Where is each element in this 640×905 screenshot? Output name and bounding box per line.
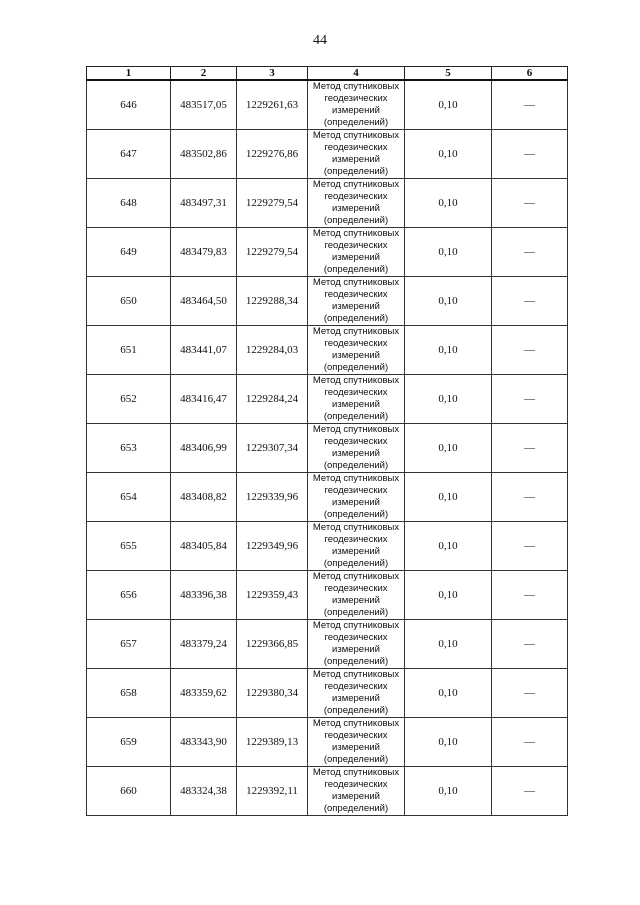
method-text-line: (определений) — [323, 116, 389, 128]
point-cell: 649 — [87, 228, 171, 277]
method-text-line: геодезических — [324, 289, 388, 301]
y-coordinate-cell: 1229380,34 — [237, 669, 308, 718]
method-cell — [308, 522, 405, 571]
method-cell — [308, 130, 405, 179]
method-text-line: измерений — [332, 595, 380, 606]
y-coordinate-cell: 1229366,85 — [237, 620, 308, 669]
method-cell — [308, 277, 405, 326]
table-row — [87, 80, 568, 130]
x-coordinate-cell: 483408,82 — [171, 473, 237, 522]
method-text-line: (определений) — [323, 606, 389, 618]
method-text-line: измерений — [332, 301, 380, 312]
column-header-1: 1 — [87, 67, 171, 81]
method-text-line: измерений — [332, 742, 380, 753]
method-text-line: геодезических — [324, 142, 388, 154]
accuracy-cell: 0,10 — [405, 424, 492, 473]
method-text-line: Метод спутниковых — [312, 277, 400, 289]
accuracy-cell: 0,10 — [405, 228, 492, 277]
method-text-line: Метод спутниковых — [312, 228, 400, 240]
method-text-line: (определений) — [323, 263, 389, 275]
method-text-line: Метод спутниковых — [312, 571, 400, 583]
accuracy-cell: 0,10 — [405, 80, 492, 130]
method-text-line: (определений) — [323, 214, 389, 226]
x-coordinate-cell: 483359,62 — [171, 669, 237, 718]
method-cell — [308, 669, 405, 718]
accuracy-cell: 0,10 — [405, 571, 492, 620]
method-text-line: измерений — [332, 154, 380, 165]
note-cell: — — [492, 277, 568, 326]
table-row — [87, 620, 568, 669]
method-cell — [308, 571, 405, 620]
method-text-line: измерений — [332, 644, 380, 655]
y-coordinate-cell: 1229276,86 — [237, 130, 308, 179]
method-cell — [308, 473, 405, 522]
note-cell: — — [492, 620, 568, 669]
method-text-line: Метод спутниковых — [312, 130, 400, 142]
table-row — [87, 718, 568, 767]
y-coordinate-cell: 1229284,03 — [237, 326, 308, 375]
table-row — [87, 767, 568, 816]
method-text-line: геодезических — [324, 779, 388, 791]
x-coordinate-cell: 483497,31 — [171, 179, 237, 228]
note-cell: — — [492, 522, 568, 571]
point-cell: 653 — [87, 424, 171, 473]
method-text-line: геодезических — [324, 681, 388, 693]
note-cell: — — [492, 326, 568, 375]
method-cell — [308, 228, 405, 277]
method-text-line: (определений) — [323, 165, 389, 177]
method-cell — [308, 80, 405, 130]
x-coordinate-cell: 483441,07 — [171, 326, 237, 375]
method-text-line: Метод спутниковых — [312, 620, 400, 632]
method-text-line: измерений — [332, 203, 380, 214]
y-coordinate-cell: 1229279,54 — [237, 228, 308, 277]
note-cell: — — [492, 473, 568, 522]
accuracy-cell: 0,10 — [405, 326, 492, 375]
table-row — [87, 228, 568, 277]
method-text-line: (определений) — [323, 655, 389, 667]
method-text-line: геодезических — [324, 583, 388, 595]
method-text-line: геодезических — [324, 387, 388, 399]
accuracy-cell: 0,10 — [405, 375, 492, 424]
method-text-line: измерений — [332, 399, 380, 410]
method-text-line: Метод спутниковых — [312, 473, 400, 485]
method-text-line: Метод спутниковых — [312, 669, 400, 681]
table-row — [87, 277, 568, 326]
point-cell: 651 — [87, 326, 171, 375]
method-text-line: измерений — [332, 546, 380, 557]
method-text-line: (определений) — [323, 410, 389, 422]
table-row — [87, 473, 568, 522]
y-coordinate-cell: 1229279,54 — [237, 179, 308, 228]
method-cell — [308, 179, 405, 228]
method-text-line: (определений) — [323, 361, 389, 373]
column-header-2: 2 — [171, 67, 237, 81]
point-cell: 654 — [87, 473, 171, 522]
method-text-line: геодезических — [324, 436, 388, 448]
x-coordinate-cell: 483396,38 — [171, 571, 237, 620]
point-cell: 652 — [87, 375, 171, 424]
column-header-5: 5 — [405, 67, 492, 81]
note-cell: — — [492, 130, 568, 179]
y-coordinate-cell: 1229389,13 — [237, 718, 308, 767]
x-coordinate-cell: 483379,24 — [171, 620, 237, 669]
accuracy-cell: 0,10 — [405, 130, 492, 179]
x-coordinate-cell: 483416,47 — [171, 375, 237, 424]
y-coordinate-cell: 1229261,63 — [237, 80, 308, 130]
method-cell — [308, 767, 405, 816]
y-coordinate-cell: 1229284,24 — [237, 375, 308, 424]
method-cell — [308, 718, 405, 767]
x-coordinate-cell: 483324,38 — [171, 767, 237, 816]
note-cell: — — [492, 228, 568, 277]
method-text-line: (определений) — [323, 508, 389, 520]
table-body — [87, 80, 568, 816]
method-text-line: (определений) — [323, 753, 389, 765]
method-text-line: измерений — [332, 791, 380, 802]
coordinates-table — [86, 66, 568, 816]
method-text-line: (определений) — [323, 459, 389, 471]
method-text-line: Метод спутниковых — [312, 81, 400, 93]
note-cell: — — [492, 669, 568, 718]
method-text-line: измерений — [332, 105, 380, 116]
table-row — [87, 179, 568, 228]
method-text-line: измерений — [332, 252, 380, 263]
x-coordinate-cell: 483517,05 — [171, 80, 237, 130]
method-text-line: геодезических — [324, 93, 388, 105]
method-cell — [308, 375, 405, 424]
point-cell: 647 — [87, 130, 171, 179]
y-coordinate-cell: 1229359,43 — [237, 571, 308, 620]
method-text-line: измерений — [332, 693, 380, 704]
accuracy-cell: 0,10 — [405, 767, 492, 816]
column-header-4: 4 — [308, 67, 405, 81]
point-cell: 650 — [87, 277, 171, 326]
point-cell: 658 — [87, 669, 171, 718]
table-row — [87, 375, 568, 424]
table-row — [87, 669, 568, 718]
method-text-line: (определений) — [323, 802, 389, 814]
method-text-line: измерений — [332, 448, 380, 459]
note-cell: — — [492, 80, 568, 130]
y-coordinate-cell: 1229307,34 — [237, 424, 308, 473]
method-text-line: (определений) — [323, 704, 389, 716]
method-text-line: геодезических — [324, 534, 388, 546]
point-cell: 660 — [87, 767, 171, 816]
method-text-line: Метод спутниковых — [312, 179, 400, 191]
point-cell: 657 — [87, 620, 171, 669]
method-text-line: геодезических — [324, 632, 388, 644]
method-text-line: измерений — [332, 497, 380, 508]
x-coordinate-cell: 483343,90 — [171, 718, 237, 767]
table-row — [87, 326, 568, 375]
point-cell: 659 — [87, 718, 171, 767]
table-row — [87, 424, 568, 473]
method-cell — [308, 620, 405, 669]
column-header-6: 6 — [492, 67, 568, 81]
page-number: 44 — [313, 33, 327, 48]
y-coordinate-cell: 1229288,34 — [237, 277, 308, 326]
method-text-line: Метод спутниковых — [312, 522, 400, 534]
column-header-3: 3 — [237, 67, 308, 81]
point-cell: 646 — [87, 80, 171, 130]
method-text-line: Метод спутниковых — [312, 718, 400, 730]
accuracy-cell: 0,10 — [405, 669, 492, 718]
method-text-line: Метод спутниковых — [312, 424, 400, 436]
method-text-line: Метод спутниковых — [312, 375, 400, 387]
x-coordinate-cell: 483479,83 — [171, 228, 237, 277]
accuracy-cell: 0,10 — [405, 473, 492, 522]
method-cell — [308, 326, 405, 375]
method-text-line: геодезических — [324, 485, 388, 497]
method-text-line: Метод спутниковых — [312, 326, 400, 338]
y-coordinate-cell: 1229349,96 — [237, 522, 308, 571]
x-coordinate-cell: 483502,86 — [171, 130, 237, 179]
y-coordinate-cell: 1229339,96 — [237, 473, 308, 522]
table-header-row — [87, 67, 568, 81]
accuracy-cell: 0,10 — [405, 277, 492, 326]
accuracy-cell: 0,10 — [405, 522, 492, 571]
note-cell: — — [492, 424, 568, 473]
method-text-line: геодезических — [324, 338, 388, 350]
point-cell: 648 — [87, 179, 171, 228]
table-row — [87, 130, 568, 179]
method-text-line: геодезических — [324, 730, 388, 742]
x-coordinate-cell: 483406,99 — [171, 424, 237, 473]
method-text-line: геодезических — [324, 240, 388, 252]
note-cell: — — [492, 718, 568, 767]
x-coordinate-cell: 483405,84 — [171, 522, 237, 571]
note-cell: — — [492, 767, 568, 816]
note-cell: — — [492, 179, 568, 228]
table-row — [87, 571, 568, 620]
accuracy-cell: 0,10 — [405, 179, 492, 228]
note-cell: — — [492, 375, 568, 424]
point-cell: 656 — [87, 571, 171, 620]
x-coordinate-cell: 483464,50 — [171, 277, 237, 326]
table-row — [87, 522, 568, 571]
method-text-line: измерений — [332, 350, 380, 361]
accuracy-cell: 0,10 — [405, 620, 492, 669]
accuracy-cell: 0,10 — [405, 718, 492, 767]
method-text-line: (определений) — [323, 557, 389, 569]
method-text-line: Метод спутниковых — [312, 767, 400, 779]
point-cell: 655 — [87, 522, 171, 571]
y-coordinate-cell: 1229392,11 — [237, 767, 308, 816]
note-cell: — — [492, 571, 568, 620]
method-text-line: (определений) — [323, 312, 389, 324]
method-text-line: геодезических — [324, 191, 388, 203]
method-cell — [308, 424, 405, 473]
